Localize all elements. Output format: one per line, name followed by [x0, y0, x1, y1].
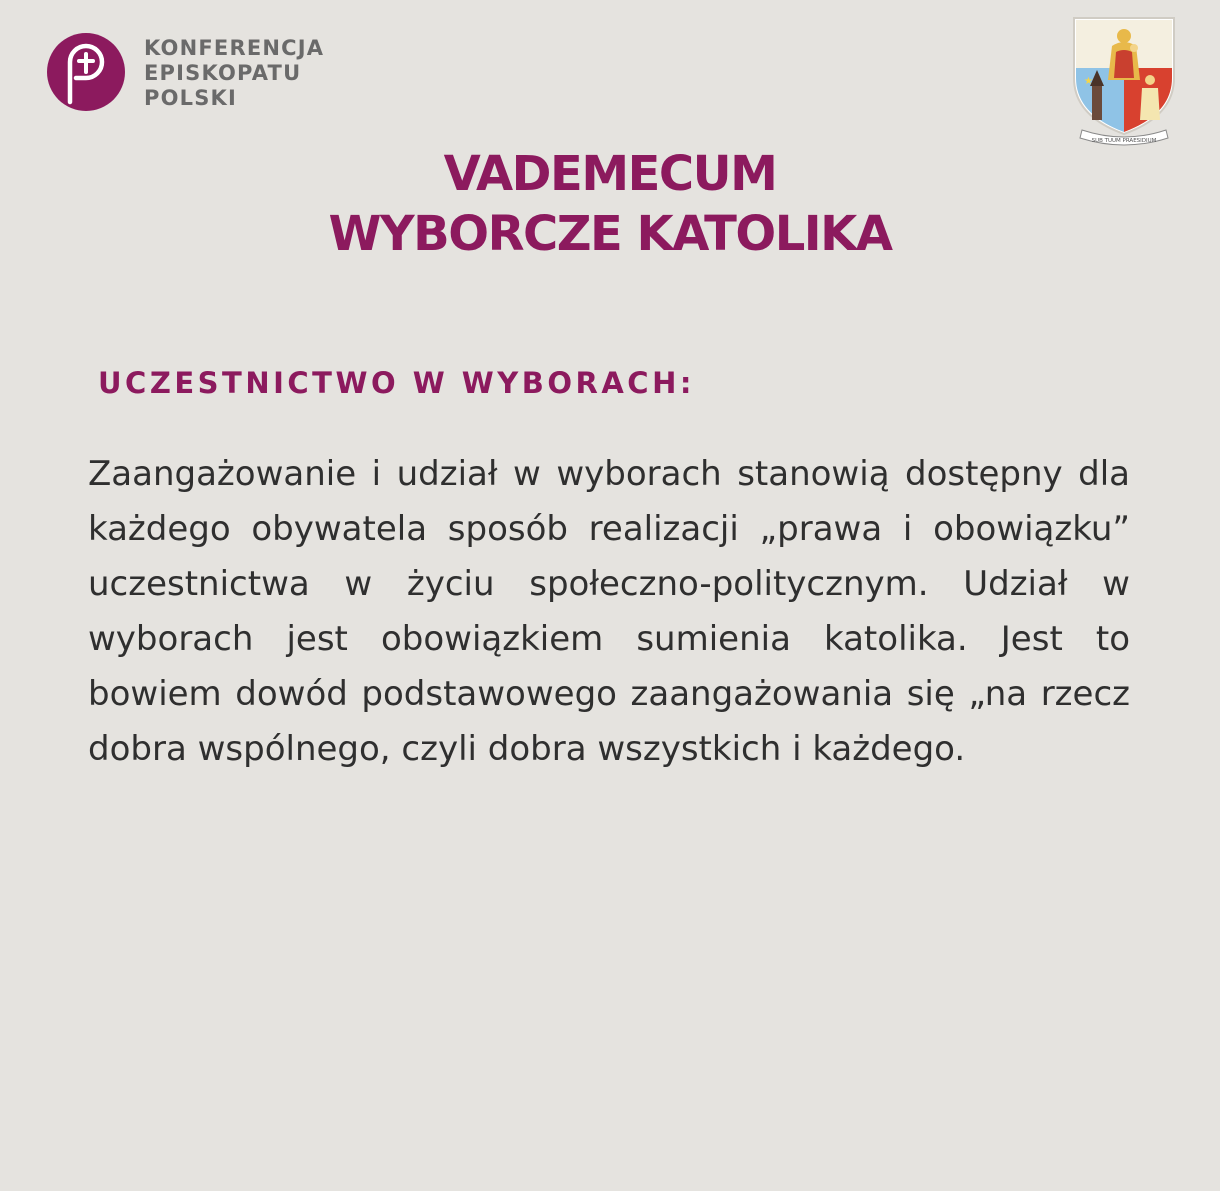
- svg-text:★: ★: [1084, 76, 1093, 87]
- org-name-line-3: POLSKI: [144, 86, 238, 110]
- section-body: Zaangażowanie i udział w wyborach stanowią dostępny dla każdego obywatela sposób realizacji „prawa i obowiązku” uczestnictwa w życiu społeczno-politycznym. Udział w wyborach jest obowiązkiem sumienia katolika. Jest to bowiem dowód podstawowego zaangażowania się „na rzecz dobra wspólnego, czyli dobra wszystkich i każdego.: [88, 454, 1130, 769]
- org-name: [144, 36, 324, 111]
- section-heading: UCZESTNICTWO W WYBORACH:: [98, 366, 695, 400]
- page-title: [0, 144, 1220, 264]
- kep-logo-icon: [46, 32, 126, 112]
- org-name-line-1: KONFERENCJA: [144, 36, 325, 60]
- title-line-1: VADEMECUM: [443, 146, 777, 202]
- crest-motto: SUB TUUM PRAESIDIUM: [1091, 138, 1157, 144]
- title-line-2: WYBORCZE KATOLIKA: [328, 206, 892, 262]
- org-name-line-2: EPISKOPATU: [144, 61, 302, 85]
- diocese-crest-icon: [1068, 8, 1180, 148]
